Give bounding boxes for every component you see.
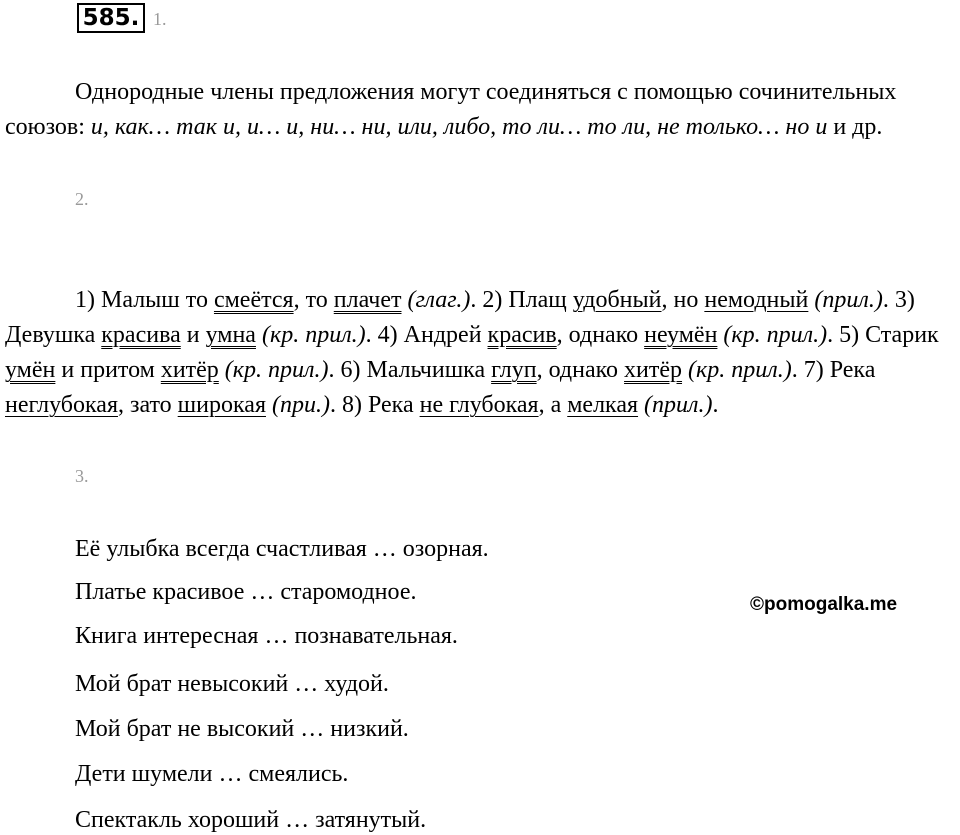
s5-word-1: умён [5, 357, 56, 383]
s7-text: , зато [117, 392, 178, 418]
s1-text: . [470, 287, 483, 313]
s1-text: , то [293, 287, 334, 313]
s3-text: 3) Девушка [5, 287, 915, 348]
s6-note: (кр. прил.) [688, 357, 792, 383]
s2-text: . [882, 287, 895, 313]
task-line: Мой брат невысокий … худой. [75, 671, 389, 697]
section-1-number: 1. [153, 9, 167, 29]
task-line: Её улыбка всегда счастливая … озорная. [75, 536, 489, 562]
s6-text: , однако [536, 357, 625, 383]
s4-text: 4) Андрей [377, 322, 488, 348]
s5-text: . [328, 357, 341, 383]
s3-word-2: умна [205, 322, 256, 348]
exercise-number: 585. [77, 3, 145, 33]
section-1-text-a: Однородные члены предложения могут соединяться с помощью сочинительных союзов: [5, 79, 897, 140]
section-1-text [5, 75, 955, 145]
s5-text: 5) Старик [839, 322, 939, 348]
s2-word-1: удобный [572, 287, 662, 313]
s4-word-2: неумён [644, 322, 718, 348]
task-line: Дети шумели … смеялись. [75, 761, 349, 787]
section-2-text [5, 283, 955, 423]
conjunctions-list: и, как… так и, и… и, ни… ни, или, либо, то ли… то ли, не только… но и [90, 114, 828, 140]
task-line: Книга интересная … познавательная. [75, 623, 458, 649]
s5-text: и притом [55, 357, 161, 383]
s3-text: и [180, 322, 206, 348]
s2-text: , но [661, 287, 705, 313]
s7-word-1: неглубокая [5, 392, 118, 418]
s1-text: 1) Малыш то [75, 287, 214, 313]
s8-text: . [712, 392, 719, 418]
task-line: Спектакль хороший … затянутый. [75, 807, 427, 833]
s7-note: (при.) [271, 392, 330, 418]
s3-text: . [365, 322, 378, 348]
task-line: Платье красивое … старомодное. [75, 579, 417, 605]
s8-text: 8) Река [341, 392, 420, 418]
section-1-text-b: и др. [827, 114, 883, 140]
s2-text: 2) Плащ [482, 287, 573, 313]
s3-note: (кр. прил.) [261, 322, 366, 348]
s4-note: (кр. прил.) [723, 322, 828, 348]
s6-text: 6) Мальчишка [340, 357, 492, 383]
s4-text: , однако [556, 322, 645, 348]
s4-text: . [827, 322, 840, 348]
s8-word-1: не глубокая [419, 392, 539, 418]
section-3-number: 3. [75, 466, 89, 486]
s5-note: (кр. прил.) [224, 357, 329, 383]
s8-word-2: мелкая [567, 392, 639, 418]
s7-word-2: широкая [177, 392, 266, 418]
s2-note: (прил.) [814, 287, 883, 313]
s7-text: 7) Река [803, 357, 876, 383]
s2-word-2: немодный [704, 287, 809, 313]
s8-text: , а [538, 392, 568, 418]
s8-note: (прил.) [644, 392, 713, 418]
s5-word-2: хитёр [160, 357, 219, 383]
s6-text: . [791, 357, 804, 383]
watermark: ©pomogalka.me [750, 594, 898, 615]
s6-word-2: хитёр [624, 357, 683, 383]
s1-word-1: смеётся [213, 287, 294, 313]
task-line: Мой брат не высокий … низкий. [75, 716, 409, 742]
s6-word-1: глуп [491, 357, 537, 383]
section-2-number: 2. [75, 189, 89, 209]
s1-word-2: плачет [333, 287, 402, 313]
s3-word-1: красива [101, 322, 181, 348]
s4-word-1: красив [487, 322, 557, 348]
s1-note: (глаг.) [407, 287, 471, 313]
s7-text: . [329, 392, 342, 418]
